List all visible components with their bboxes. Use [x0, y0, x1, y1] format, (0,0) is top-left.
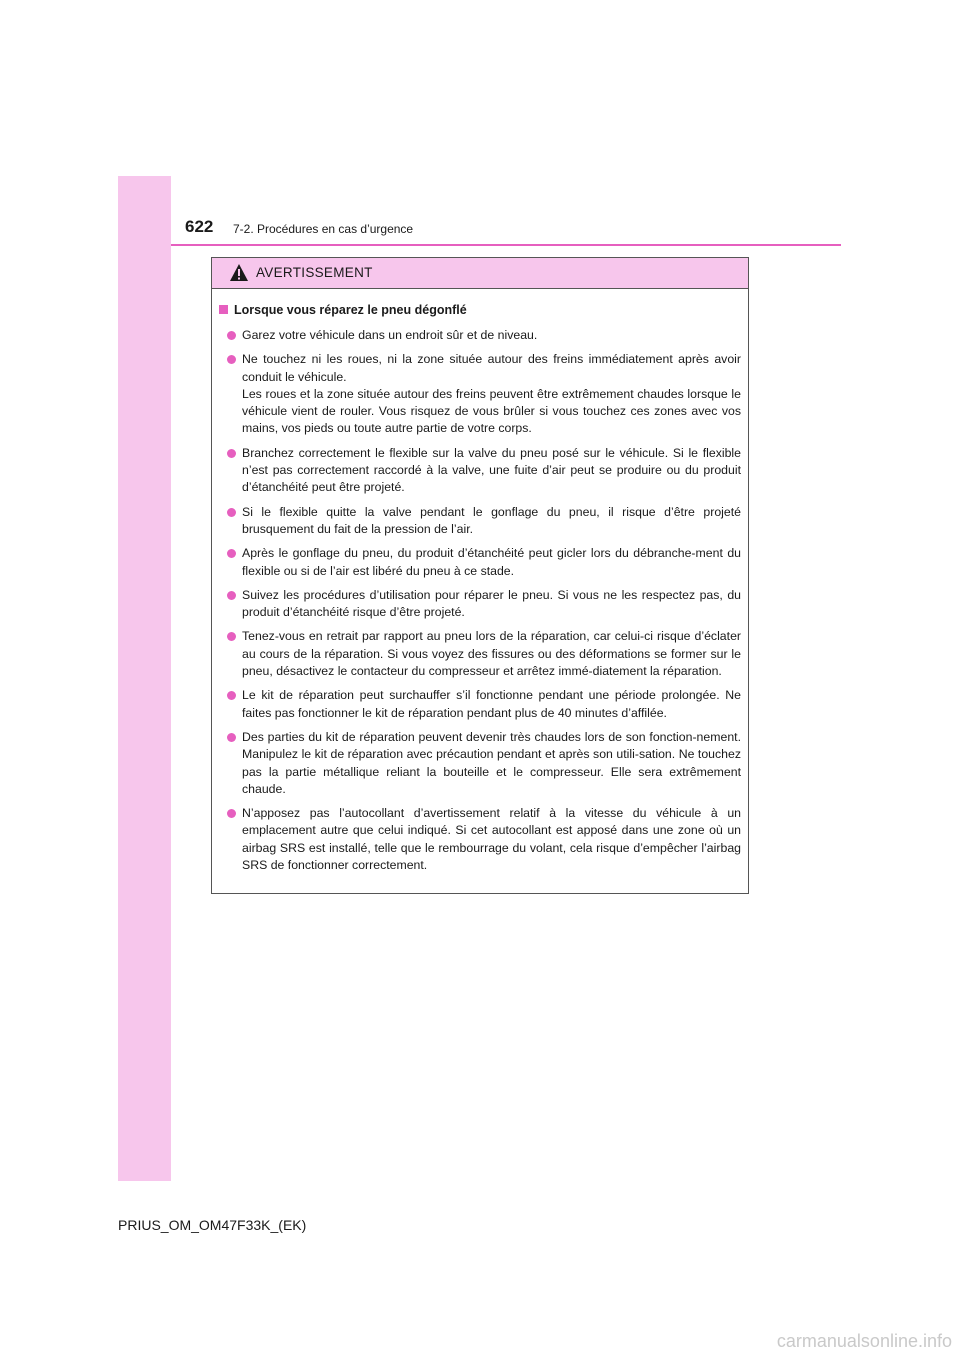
list-item: [227, 805, 741, 874]
paragraph: Ne touchez ni les roues, ni la zone située autour des freins immédiatement après avoir conduit le véhicule.: [242, 352, 741, 384]
round-bullet-icon: [227, 591, 236, 600]
paragraph: N’apposez pas l’autocollant d’avertissement relatif à la vitesse du véhicule à un emplacement autre que celui indiqué. Si cet autocollant est apposé dans une zone où un airbag SRS est installé, telle que le rembourrage du volant, cela risque d’empêcher l’airbag SRS de fonctionner correctement.: [242, 806, 741, 873]
list-item-text: [242, 445, 741, 497]
round-bullet-icon: [227, 809, 236, 818]
paragraph: Si le flexible quitte la valve pendant le gonflage du pneu, il risque d’être projeté brusquement du fait de la pression de l’air.: [242, 504, 741, 536]
paragraph: Après le gonflage du pneu, du produit d’étanchéité peut gicler lors du débranche-ment du flexible ou si de l’air est libéré du pneu à ce stade.: [242, 546, 741, 578]
list-item: [227, 351, 741, 437]
side-color-band: [118, 176, 171, 1181]
list-item-text: [242, 729, 741, 798]
paragraph: Les roues et la zone située autour des freins peuvent être extrêmement chaudes lorsque le véhicule vient de rouler. Vous risquez de vous brûler si vous touchez ces zones avec vos mains, vos pieds ou toute autre partie de votre corps.: [242, 386, 741, 436]
warning-topic: [219, 301, 741, 319]
square-bullet-icon: [219, 305, 228, 314]
list-item: [227, 628, 741, 680]
warning-title: AVERTISSEMENT: [256, 265, 373, 280]
warning-body: [212, 289, 748, 874]
header-rule: [171, 244, 841, 246]
list-item-text: [242, 327, 741, 344]
warning-topic-label: Lorsque vous réparez le pneu dégonflé: [234, 303, 467, 317]
page-number: 622: [185, 217, 214, 236]
list-item-text: [242, 805, 741, 874]
warning-item-list: [219, 327, 741, 874]
round-bullet-icon: [227, 331, 236, 340]
list-item: [227, 687, 741, 722]
paragraph: Tenez-vous en retrait par rapport au pneu lors de la réparation, car celui-ci risque d’éclater au cours de la réparation. Si vous voyez des fissures ou des déformations se former sur le pneu, désactivez le contacteur du compresseur et arrêtez immé-diatement la réparation.: [242, 629, 741, 679]
list-item-text: [242, 587, 741, 622]
warning-header: [212, 258, 748, 289]
paragraph: Suivez les procédures d’utilisation pour réparer le pneu. Si vous ne les respectez pas, du produit d’étanchéité risque d’être projeté.: [242, 587, 741, 620]
document-code: PRIUS_OM_OM47F33K_(EK): [118, 1217, 307, 1233]
round-bullet-icon: [227, 449, 236, 458]
list-item-text: [242, 687, 741, 722]
round-bullet-icon: [227, 733, 236, 742]
watermark: carmanualsonline.info: [776, 1331, 952, 1351]
list-item-text: [242, 351, 741, 437]
list-item: [227, 504, 741, 539]
paragraph: Des parties du kit de réparation peuvent devenir très chaudes lors de son fonction-nement. Manipulez le kit de réparation avec précaution pendant et après son utili-sation. Ne touchez pas la partie métallique reliant la bouteille et le compresseur. Elle sera extrêmement chaude.: [242, 729, 741, 796]
warning-triangle-icon: [229, 263, 249, 282]
section-title: 7-2. Procédures en cas d’urgence: [233, 222, 414, 236]
round-bullet-icon: [227, 691, 236, 700]
paragraph: Garez votre véhicule dans un endroit sûr et de niveau.: [242, 328, 538, 342]
list-item-text: [242, 545, 741, 580]
list-item: [227, 587, 741, 622]
list-item: [227, 327, 741, 344]
paragraph: Le kit de réparation peut surchauffer s’il fonctionne pendant une période prolongée. Ne faites pas fonctionner le kit de réparation pendant plus de 40 minutes d’affilée.: [242, 688, 741, 720]
list-item: [227, 545, 741, 580]
round-bullet-icon: [227, 508, 236, 517]
round-bullet-icon: [227, 355, 236, 364]
round-bullet-icon: [227, 632, 236, 641]
list-item: [227, 445, 741, 497]
round-bullet-icon: [227, 549, 236, 558]
list-item: [227, 729, 741, 798]
warning-box: [211, 257, 749, 894]
list-item-text: [242, 628, 741, 680]
paragraph: Branchez correctement le flexible sur la valve du pneu posé sur le véhicule. Si le flexible n’est pas correctement raccordé à la valve, une fuite d’air peut se produire ou du produit d’étanchéité peut être projeté.: [242, 445, 741, 495]
list-item-text: [242, 504, 741, 539]
